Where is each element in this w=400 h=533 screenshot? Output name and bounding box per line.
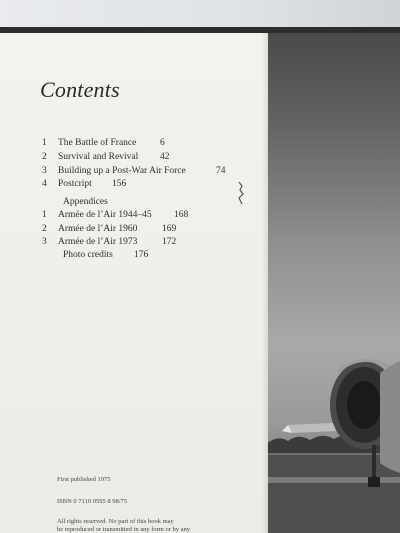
appendix-page: 176 <box>134 250 149 260</box>
aircraft-photo-graphic <box>268 33 400 533</box>
appendix-number: 3 <box>42 237 47 247</box>
contents-page <box>0 33 268 533</box>
chapter-title: Postcript <box>58 179 92 189</box>
chapter-number: 3 <box>42 166 47 176</box>
isbn-line: ISBN 0 7110 0595 8 98/75 <box>57 498 127 505</box>
aircraft-photo <box>268 33 400 533</box>
first-published-line: First published 1975 <box>57 476 111 483</box>
appendix-title: Armée de l’Air 1944–45 <box>58 210 152 220</box>
appendix-page: 169 <box>162 224 177 234</box>
chapter-title: The Battle of France <box>58 138 137 148</box>
chapter-page: 74 <box>216 166 226 176</box>
chapter-number: 2 <box>42 152 47 162</box>
chapter-title: Survival and Revival <box>58 152 139 162</box>
chapter-title: Building up a Post-War Air Force <box>58 166 186 176</box>
chapter-number: 1 <box>42 138 47 148</box>
appendix-page: 172 <box>162 237 177 247</box>
chapter-page: 42 <box>160 152 170 162</box>
appendix-number: 1 <box>42 210 47 220</box>
chapter-page: 156 <box>112 179 127 189</box>
appendix-page: 168 <box>174 210 189 220</box>
chapter-page: 6 <box>160 138 165 148</box>
appendix-title: Photo credits <box>63 250 113 260</box>
appendix-title: Armée de l’Air 1973 <box>58 237 138 247</box>
paper-mark <box>236 182 246 204</box>
appendix-title: Armée de l’Air 1960 <box>58 224 138 234</box>
page-title: Contents <box>40 77 120 102</box>
appendix-number: 2 <box>42 224 47 234</box>
chapter-number: 4 <box>42 179 47 189</box>
appendices-heading: Appendices <box>63 197 108 207</box>
rights-line-1: All rights reserved. No part of this book may <box>57 518 174 525</box>
rights-line-2: be reproduced or transmitted in any form or by any <box>57 526 191 533</box>
